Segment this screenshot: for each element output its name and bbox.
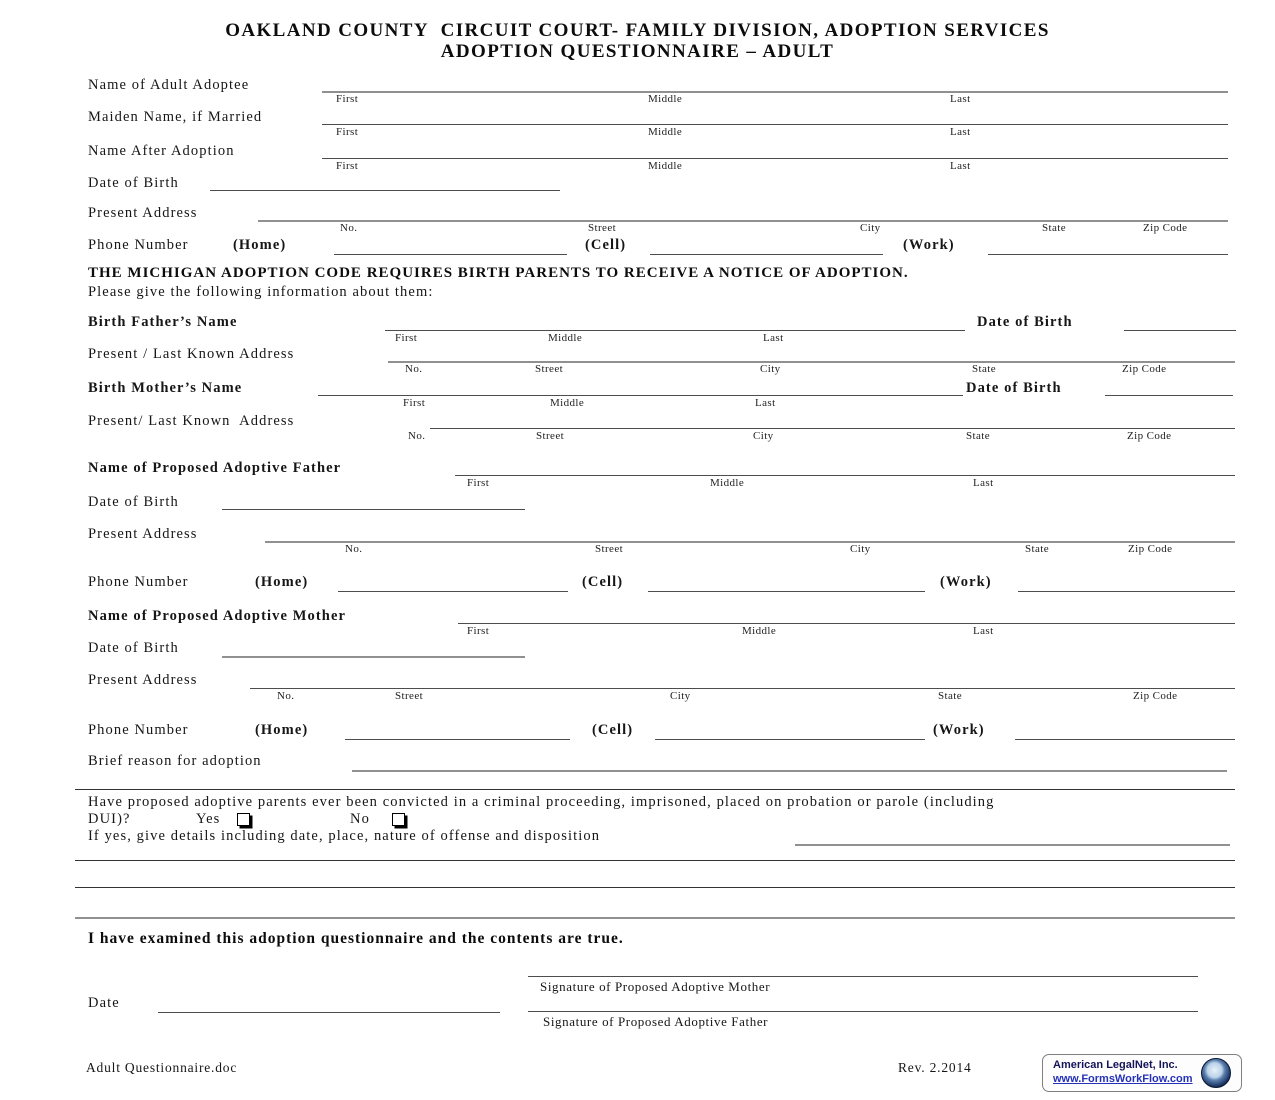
af-phone-home-label: (Home): [255, 574, 309, 590]
adoptee-addr-city-sublabel: City: [860, 222, 881, 234]
adoptive-mother-phone-label: Phone Number: [88, 722, 189, 738]
conviction-question-line2: DUI)?: [88, 811, 131, 827]
adoptive-father-phone-label: Phone Number: [88, 574, 189, 590]
birth-mother-name-label: Birth Mother’s Name: [88, 380, 243, 396]
signature-father-line[interactable]: [528, 1011, 1198, 1012]
page-title-line2: ADOPTION QUESTIONNAIRE – ADULT: [440, 41, 835, 62]
adoptive-mother-heading: Name of Proposed Adoptive Mother: [88, 608, 347, 624]
af-last-sublabel: Last: [973, 477, 994, 489]
am-phone-work-label: (Work): [933, 722, 985, 738]
am-first-sublabel: First: [467, 625, 490, 637]
am-phone-cell-label: (Cell): [592, 722, 634, 738]
no-checkbox[interactable]: [392, 813, 405, 826]
am-addr-state-sublabel: State: [938, 690, 962, 702]
bm-addr-street-sublabel: Street: [536, 430, 565, 442]
date-line[interactable]: [158, 1012, 500, 1013]
bf-addr-zip-sublabel: Zip Code: [1122, 363, 1167, 375]
bm-addr-city-sublabel: City: [753, 430, 774, 442]
brief-reason-label: Brief reason for adoption: [88, 753, 262, 769]
adoptee-name-last-sublabel: Last: [950, 93, 971, 105]
bf-addr-no-sublabel: No.: [405, 363, 423, 375]
bf-middle-sublabel: Middle: [548, 332, 583, 344]
name-after-adoption-input-line[interactable]: [322, 158, 1228, 159]
adoptive-father-name-line[interactable]: [455, 475, 1235, 476]
af-addr-state-sublabel: State: [1025, 543, 1049, 555]
am-phone-cell-line[interactable]: [655, 739, 925, 740]
adoptee-name-label: Name of Adult Adoptee: [88, 77, 250, 93]
adoptee-name-middle-sublabel: Middle: [648, 93, 683, 105]
after-last-sublabel: Last: [950, 160, 971, 172]
birth-father-address-label: Present / Last Known Address: [88, 346, 295, 362]
bm-addr-state-sublabel: State: [966, 430, 990, 442]
adoptee-phone-cell-label: (Cell): [585, 237, 627, 253]
birth-father-address-line[interactable]: [388, 361, 1235, 363]
adoptee-addr-state-sublabel: State: [1042, 222, 1066, 234]
adoptee-dob-input-line[interactable]: [210, 190, 560, 191]
af-addr-no-sublabel: No.: [345, 543, 363, 555]
conviction-details-label: If yes, give details including date, place, nature of offense and disposition: [88, 828, 601, 844]
legalnet-company-name: American LegalNet, Inc.: [1053, 1059, 1178, 1072]
af-phone-work-line[interactable]: [1018, 591, 1235, 592]
am-phone-home-line[interactable]: [345, 739, 570, 740]
af-addr-zip-sublabel: Zip Code: [1128, 543, 1173, 555]
adoptive-father-dob-line[interactable]: [222, 509, 525, 510]
af-phone-cell-line[interactable]: [648, 591, 925, 592]
am-addr-city-sublabel: City: [670, 690, 691, 702]
bm-first-sublabel: First: [403, 397, 426, 409]
bf-addr-state-sublabel: State: [972, 363, 996, 375]
bf-addr-street-sublabel: Street: [535, 363, 564, 375]
conviction-question-line1: Have proposed adoptive parents ever been convicted in a criminal proceeding, imprisoned, placed on probation or parole (including: [88, 794, 995, 810]
adoptive-father-address-line[interactable]: [265, 541, 1235, 543]
adoptee-dob-label: Date of Birth: [88, 175, 179, 191]
bf-last-sublabel: Last: [763, 332, 784, 344]
bm-addr-no-sublabel: No.: [408, 430, 426, 442]
adoptee-address-label: Present Address: [88, 205, 198, 221]
details-blank-line-3[interactable]: [75, 917, 1235, 919]
bf-addr-city-sublabel: City: [760, 363, 781, 375]
birth-father-dob-line[interactable]: [1124, 330, 1236, 331]
birth-mother-address-line[interactable]: [430, 428, 1235, 429]
conviction-yes-label: Yes: [196, 811, 221, 827]
af-first-sublabel: First: [467, 477, 490, 489]
signature-father-label: Signature of Proposed Adoptive Father: [543, 1014, 769, 1029]
birth-mother-dob-line[interactable]: [1105, 395, 1233, 396]
af-middle-sublabel: Middle: [710, 477, 745, 489]
af-addr-city-sublabel: City: [850, 543, 871, 555]
affirmation-statement: I have examined this adoption questionnaire and the contents are true.: [88, 930, 624, 947]
adoptee-name-first-sublabel: First: [336, 93, 359, 105]
adoptee-phone-home-line[interactable]: [334, 254, 567, 255]
footer-revision: Rev. 2.2014: [898, 1060, 972, 1075]
adoptee-phone-work-label: (Work): [903, 237, 955, 253]
adoptee-phone-home-label: (Home): [233, 237, 287, 253]
brief-reason-line[interactable]: [352, 770, 1227, 772]
legalnet-globe-icon: [1201, 1058, 1231, 1088]
bf-first-sublabel: First: [395, 332, 418, 344]
date-label: Date: [88, 995, 120, 1011]
birth-father-name-label: Birth Father’s Name: [88, 314, 238, 330]
adoptee-phone-label: Phone Number: [88, 237, 189, 253]
adoptive-father-dob-label: Date of Birth: [88, 494, 179, 510]
after-middle-sublabel: Middle: [648, 160, 683, 172]
adoptee-phone-work-line[interactable]: [988, 254, 1228, 255]
am-phone-work-line[interactable]: [1015, 739, 1235, 740]
adoptive-mother-dob-label: Date of Birth: [88, 640, 179, 656]
american-legalnet-logo: [1042, 1054, 1242, 1092]
adoptee-addr-no-sublabel: No.: [340, 222, 358, 234]
maiden-name-first-sublabel: First: [336, 126, 359, 138]
name-after-adoption-label: Name After Adoption: [88, 143, 235, 159]
maiden-name-label: Maiden Name, if Married: [88, 109, 263, 125]
maiden-name-last-sublabel: Last: [950, 126, 971, 138]
details-blank-line-2[interactable]: [75, 887, 1235, 888]
adoptive-mother-name-line[interactable]: [458, 623, 1235, 624]
yes-checkbox[interactable]: [237, 813, 250, 826]
am-addr-no-sublabel: No.: [277, 690, 295, 702]
af-phone-work-label: (Work): [940, 574, 992, 590]
maiden-name-middle-sublabel: Middle: [648, 126, 683, 138]
legalnet-url-link[interactable]: www.FormsWorkFlow.com: [1053, 1073, 1193, 1085]
michigan-notice-subtext: Please give the following information about them:: [88, 284, 434, 300]
birth-father-dob-label: Date of Birth: [977, 314, 1073, 330]
maiden-name-input-line[interactable]: [322, 124, 1228, 125]
adoptee-phone-cell-line[interactable]: [650, 254, 883, 255]
conviction-details-line[interactable]: [795, 844, 1230, 846]
adoptee-name-input-line[interactable]: [322, 91, 1228, 93]
af-phone-cell-label: (Cell): [582, 574, 624, 590]
conviction-no-label: No: [350, 811, 370, 827]
am-last-sublabel: Last: [973, 625, 994, 637]
footer-filename: Adult Questionnaire.doc: [86, 1060, 238, 1075]
adoptive-father-address-label: Present Address: [88, 526, 198, 542]
af-phone-home-line[interactable]: [338, 591, 568, 592]
birth-mother-dob-label: Date of Birth: [966, 380, 1062, 396]
page-title-line1: OAKLAND COUNTY CIRCUIT COURT- FAMILY DIVISION, ADOPTION SERVICES: [225, 20, 1050, 41]
adoptive-mother-dob-line[interactable]: [222, 656, 525, 658]
bm-addr-zip-sublabel: Zip Code: [1127, 430, 1172, 442]
adoptee-addr-street-sublabel: Street: [588, 222, 617, 234]
adoptive-mother-address-label: Present Address: [88, 672, 198, 688]
adoptive-mother-address-line[interactable]: [250, 688, 1235, 689]
bm-middle-sublabel: Middle: [550, 397, 585, 409]
signature-mother-line[interactable]: [528, 976, 1198, 977]
details-blank-line-1[interactable]: [75, 860, 1235, 861]
after-first-sublabel: First: [336, 160, 359, 172]
am-phone-home-label: (Home): [255, 722, 309, 738]
bm-last-sublabel: Last: [755, 397, 776, 409]
am-middle-sublabel: Middle: [742, 625, 777, 637]
birth-mother-address-label: Present/ Last Known Address: [88, 413, 295, 429]
section-divider-line: [75, 789, 1235, 790]
adoptee-addr-zip-sublabel: Zip Code: [1143, 222, 1188, 234]
am-addr-zip-sublabel: Zip Code: [1133, 690, 1178, 702]
am-addr-street-sublabel: Street: [395, 690, 424, 702]
birth-mother-name-line[interactable]: [318, 395, 963, 396]
adoptive-father-heading: Name of Proposed Adoptive Father: [88, 460, 342, 476]
michigan-notice-heading: THE MICHIGAN ADOPTION CODE REQUIRES BIRTH PARENTS TO RECEIVE A NOTICE OF ADOPTION.: [88, 265, 909, 281]
signature-mother-label: Signature of Proposed Adoptive Mother: [540, 979, 771, 994]
adoptee-address-input-line[interactable]: [258, 220, 1228, 222]
af-addr-street-sublabel: Street: [595, 543, 624, 555]
birth-father-name-line[interactable]: [385, 330, 965, 331]
